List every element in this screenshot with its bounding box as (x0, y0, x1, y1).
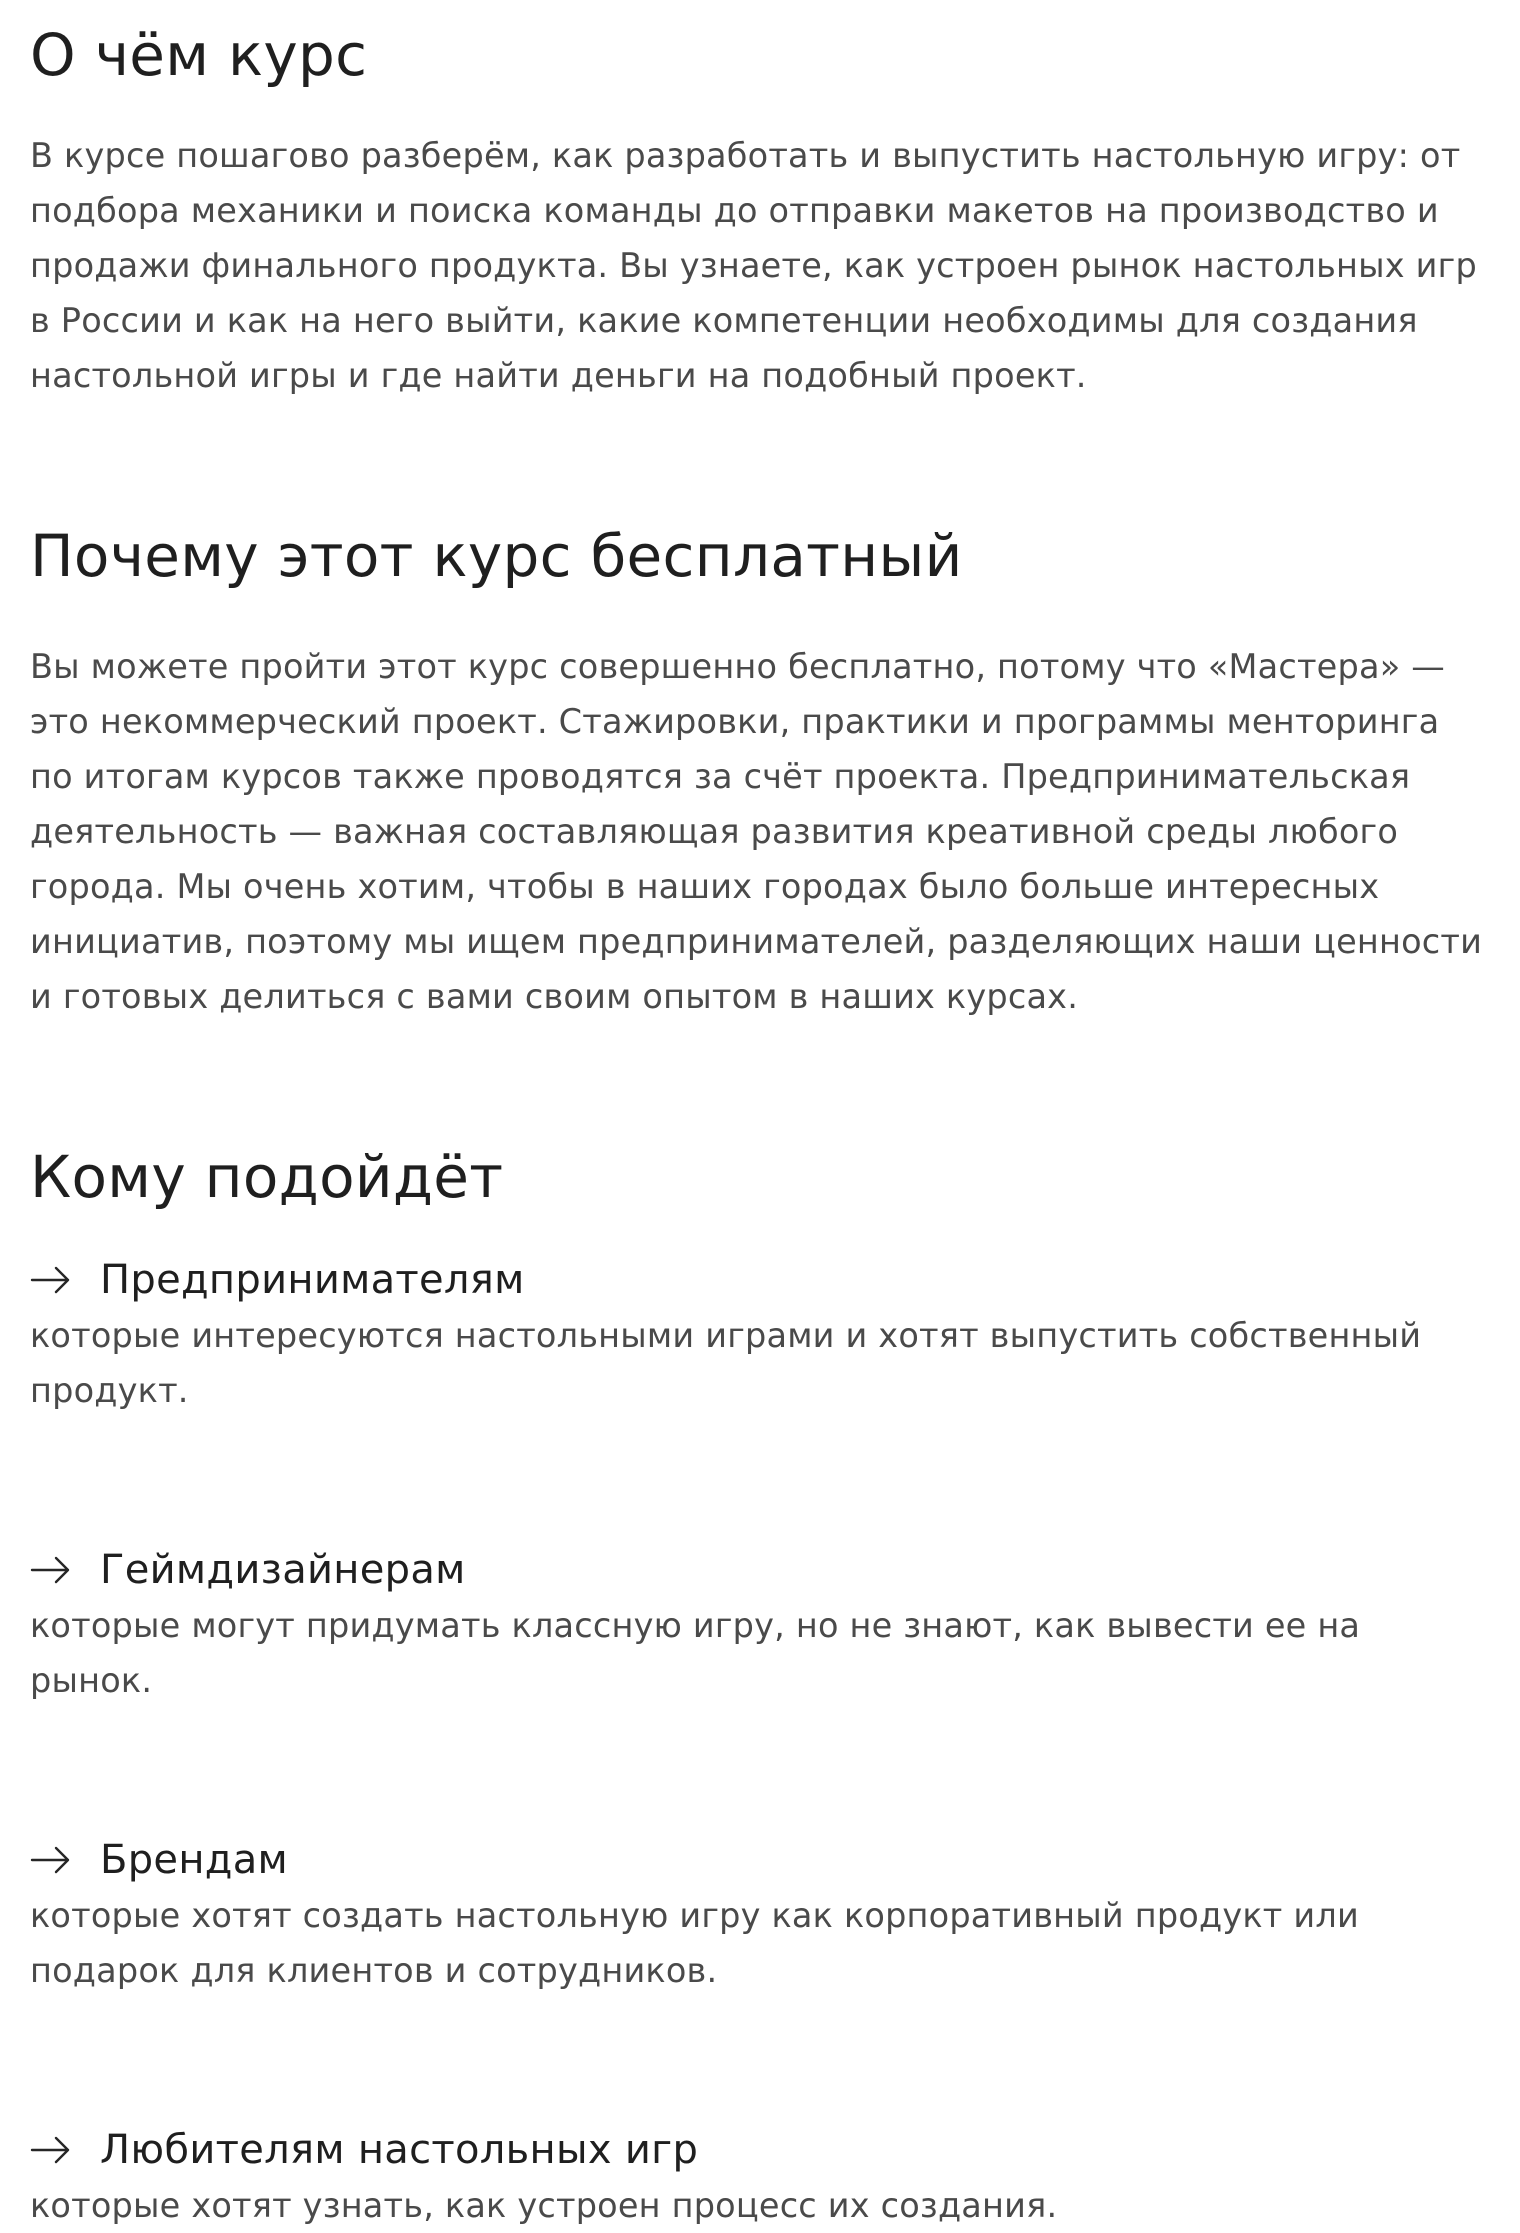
audience-section (30, 1142, 1490, 2233)
audience-item-game-designers (30, 1542, 1490, 1708)
about-title: О чём курс (30, 21, 368, 89)
audience-item-desc: которые хотят узнать, как устроен процесс их создания. (30, 2186, 1058, 2225)
audience-item-desc: которые хотят создать настольную игру как корпоративный продукт или подарок для клиентов и сотрудников. (30, 1896, 1359, 1990)
arrow-right-icon (30, 1264, 72, 1296)
audience-item-title: Любителям настольных игр (100, 2127, 699, 2173)
audience-item-desc: которые интересуются настольными играми и хотят выпустить собственный продукт. (30, 1316, 1422, 1410)
arrow-right-icon (30, 1554, 72, 1586)
audience-item-entrepreneurs (30, 1252, 1490, 1418)
audience-title: Кому подойдёт (30, 1143, 504, 1211)
audience-item-board-game-fans (30, 2122, 1490, 2233)
audience-item-desc: которые могут придумать классную игру, но не знают, как вывести ее на рынок. (30, 1606, 1361, 1700)
audience-item-title: Брендам (100, 1837, 289, 1883)
audience-item-brands (30, 1832, 1490, 1998)
about-text: В курсе пошагово разберём, как разработать и выпустить настольную игру: от подбора механики и поиска команды до отправки макетов на производство и продажи финального продукта. Вы узнаете, как устроен рынок настольных игр в России и как на него выйти, какие компетенции необходимы для создания настольной игры и где найти деньги на подобный проект. (30, 136, 1477, 395)
arrow-right-icon (30, 1844, 72, 1876)
free-text: Вы можете пройти этот курс совершенно бесплатно, потому что «Мастера» — это некоммерческий проект. Стажировки, практики и программы менторинга по итогам курсов также проводятся за счёт проекта. Предпринимательская деятельность — важная составляющая развития креативной среды любого города. Мы очень хотим, чтобы в наших городах было больше интересных инициатив, поэтому мы ищем предпринимателей, разделяющих наши ценности и готовых делиться с вами своим опытом в наших курсах. (30, 647, 1483, 1016)
free-title: Почему этот курс бесплатный (30, 522, 963, 590)
audience-list (30, 1252, 1490, 2233)
audience-item-title: Предпринимателям (100, 1257, 525, 1303)
free-section (30, 521, 1490, 1024)
arrow-right-icon (30, 2134, 72, 2166)
audience-item-title: Геймдизайнерам (100, 1547, 466, 1593)
about-section (30, 0, 1490, 403)
